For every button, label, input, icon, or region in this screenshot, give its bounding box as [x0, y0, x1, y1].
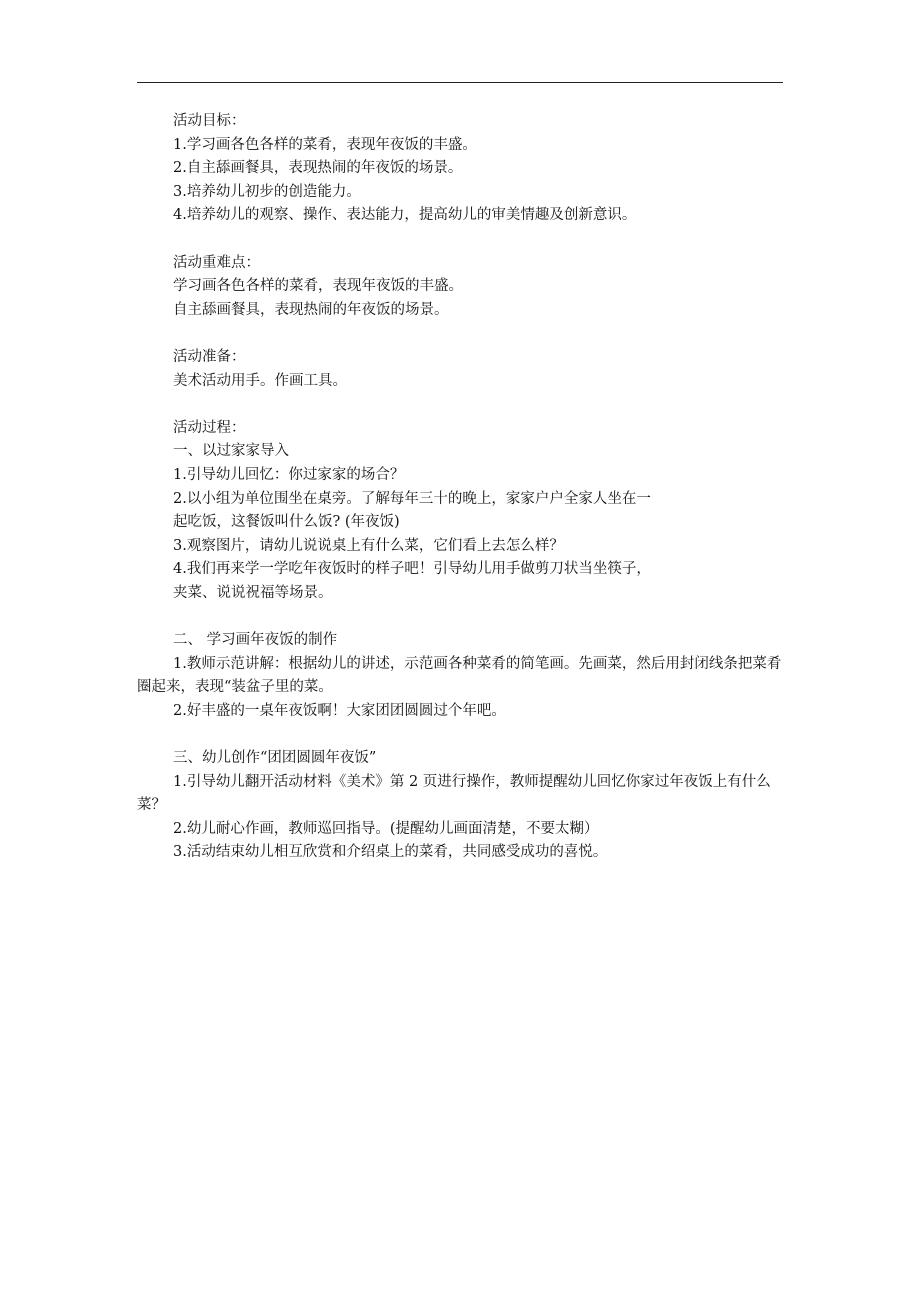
spacer [137, 605, 783, 629]
spacer [137, 228, 783, 252]
goal-item: 2.自主舔画餐具，表现热闹的年夜饭的场景。 [173, 160, 463, 177]
part1-line: 4.我们再来学一学吃年夜饭时的样子吧！引导幼儿用手做剪刀状当坐筷子， [173, 561, 651, 578]
part1-line: 起吃饭，这餐饭叫什么饭? (年夜饭) [173, 514, 400, 531]
part1-line: 1.引导幼儿回忆：你过家家的场合？ [173, 466, 405, 483]
preparation-heading: 活动准备： [173, 348, 246, 365]
key-points-heading: 活动重难点： [173, 254, 260, 271]
header-rule [137, 82, 783, 83]
goal-item: 1.学习画各色各样的菜肴，表现年夜饭的丰盛。 [173, 136, 477, 153]
spacer [137, 723, 783, 747]
process-heading: 活动过程： [173, 419, 246, 436]
part1-line: 3.观察图片，请幼儿说说桌上有什么菜，它们看上去怎么样？ [173, 537, 564, 554]
part1-title: 一、以过家家导入 [173, 443, 289, 460]
spacer [137, 393, 783, 417]
part2-line-text: 1.教师示范讲解：根据幼儿的讲述，示范画各种菜肴的简笔画。先画菜，然后用封闭线条把菜肴圈起来，表现“装盆子里的菜。 [137, 655, 782, 696]
part3-line: 3.活动结束幼儿相互欣赏和介绍桌上的菜肴，共同感受成功的喜悦。 [173, 844, 608, 861]
part3-line-text: 1.引导幼儿翻开活动材料《美术》第 2 页进行操作，教师提醒幼儿回忆你家过年夜饭上有什么菜？ [137, 773, 771, 814]
key-point-item: 学习画各色各样的菜肴，表现年夜饭的丰盛。 [173, 278, 463, 295]
part1-line: 夹菜、说说祝福等场景。 [173, 584, 333, 601]
goal-item: 3.培养幼儿初步的创造能力。 [173, 183, 361, 200]
part3-line: 2.幼儿耐心作画，教师巡回指导。(提醒幼儿画面清楚，不要太糊） [173, 820, 599, 837]
goal-item: 4.培养幼儿的观察、操作、表达能力，提高幼儿的审美情趣及创新意识。 [173, 207, 637, 224]
key-point-item: 自主舔画餐具，表现热闹的年夜饭的场景。 [173, 301, 449, 318]
part3-line [137, 771, 783, 818]
preparation-item: 美术活动用手。作画工具。 [173, 372, 347, 389]
part3-title: 三、幼儿创作“团团圆圆年夜饭” [173, 750, 377, 767]
spacer [137, 322, 783, 346]
part2-line: 2.好丰盛的一桌年夜饭啊！大家团团圆圆过个年吧。 [173, 702, 506, 719]
goals-heading: 活动目标： [173, 113, 246, 129]
part2-title: 二、 学习画年夜饭的制作 [173, 632, 338, 649]
document-body [137, 110, 783, 865]
part2-line [137, 653, 783, 700]
part1-line: 2.以小组为单位围坐在桌旁。了解每年三十的晚上，家家户户全家人坐在一 [173, 490, 651, 507]
